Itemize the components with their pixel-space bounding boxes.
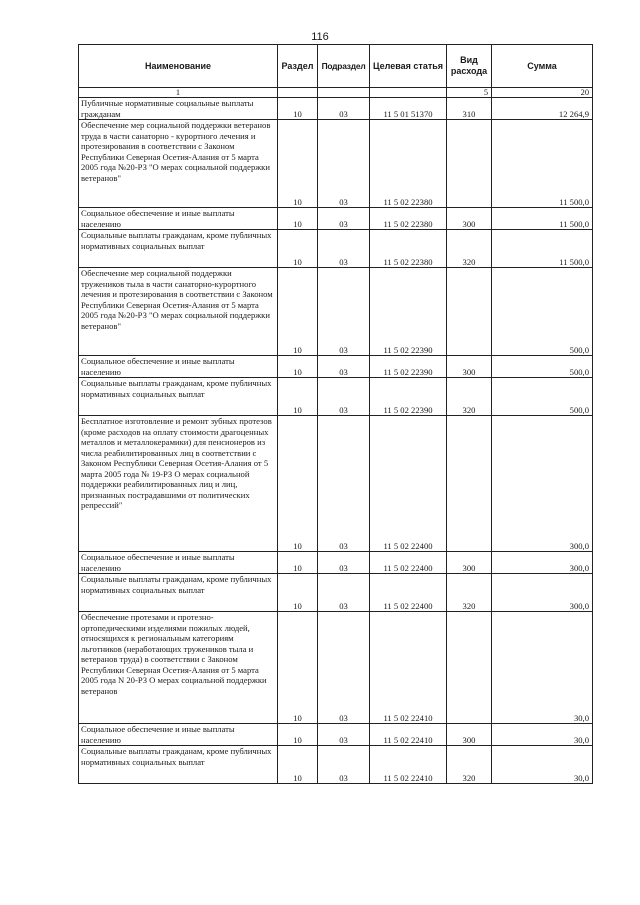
cell-subsection: 03 — [318, 416, 370, 552]
cell-name: Социальные выплаты гражданам, кроме публичных нормативных социальных выплат — [79, 574, 278, 612]
cell-amount: 30,0 — [492, 724, 593, 746]
cell-amount: 500,0 — [492, 268, 593, 356]
cell-subsection: 03 — [318, 724, 370, 746]
table-row — [79, 230, 593, 268]
cell-name: Социальное обеспечение и иные выплаты населению — [79, 724, 278, 746]
header-section: Раздел — [278, 45, 318, 88]
cell-amount: 300,0 — [492, 416, 593, 552]
cell-section: 10 — [278, 268, 318, 356]
cell-subsection: 03 — [318, 356, 370, 378]
cell-section: 10 — [278, 574, 318, 612]
table-row — [79, 552, 593, 574]
cell-subsection: 03 — [318, 574, 370, 612]
table-row — [79, 208, 593, 230]
cell-target: 11 5 02 22390 — [370, 268, 447, 356]
cell-target: 11 5 02 22410 — [370, 724, 447, 746]
column-number-1: 1 — [79, 88, 278, 98]
cell-name: Социальное обеспечение и иные выплаты населению — [79, 356, 278, 378]
cell-amount: 11 500,0 — [492, 208, 593, 230]
table-row — [79, 98, 593, 120]
cell-amount: 30,0 — [492, 746, 593, 784]
column-number-4 — [370, 88, 447, 98]
cell-amount: 12 264,9 — [492, 98, 593, 120]
header-target: Целевая статья — [370, 45, 447, 88]
cell-expense-type — [447, 120, 492, 208]
table-row — [79, 574, 593, 612]
page-number: 116 — [311, 31, 329, 43]
cell-section: 10 — [278, 120, 318, 208]
cell-section: 10 — [278, 98, 318, 120]
cell-target: 11 5 02 22380 — [370, 230, 447, 268]
table-row — [79, 724, 593, 746]
cell-name: Обеспечение мер социальной поддержки ветеранов труда в части санаторно - курортного лечения и протезирования в соответствии с Законом Республики Северная Осетия-Алания от 5 марта 2005 года №20-РЗ "О мерах социальной поддержки ветеранов" — [79, 120, 278, 208]
cell-amount: 500,0 — [492, 356, 593, 378]
cell-section: 10 — [278, 612, 318, 724]
cell-subsection: 03 — [318, 746, 370, 784]
cell-subsection: 03 — [318, 230, 370, 268]
table-row — [79, 120, 593, 208]
column-number-5: 5 — [447, 88, 492, 98]
cell-expense-type: 300 — [447, 552, 492, 574]
cell-expense-type: 300 — [447, 208, 492, 230]
cell-target: 11 5 02 22400 — [370, 552, 447, 574]
cell-section: 10 — [278, 230, 318, 268]
cell-target: 11 5 02 22390 — [370, 378, 447, 416]
header-subsection: Подраздел — [318, 45, 370, 88]
cell-subsection: 03 — [318, 552, 370, 574]
cell-section: 10 — [278, 724, 318, 746]
cell-section: 10 — [278, 356, 318, 378]
column-number-2 — [278, 88, 318, 98]
cell-target: 11 5 02 22410 — [370, 612, 447, 724]
budget-table — [78, 44, 593, 784]
cell-name: Обеспечение мер социальной поддержки тружеников тыла в части санаторно-курортного лечения и протезирования в соответствии с Законом Республики Северная Осетия-Алания от 5 марта 2005 года №20-РЗ "О мерах социальной поддержки ветеранов" — [79, 268, 278, 356]
cell-name: Обеспечение протезами и протезно-ортопедическими изделиями пожилых людей, относящихся к региональным категориям льготников (неработающих тружеников тыла и ветеранов труда) в соответствии с Законом Республики Северная Осетия-Алания от 5 марта 2005 года N 20-РЗ О мерах социальной поддержки ветеранов — [79, 612, 278, 724]
column-number-6: 20 — [492, 88, 593, 98]
cell-expense-type: 320 — [447, 574, 492, 612]
header-name: Наименование — [79, 45, 278, 88]
cell-target: 11 5 02 22380 — [370, 208, 447, 230]
header-row — [79, 45, 593, 88]
table-row — [79, 612, 593, 724]
cell-amount: 30,0 — [492, 612, 593, 724]
cell-expense-type: 300 — [447, 724, 492, 746]
cell-subsection: 03 — [318, 98, 370, 120]
table-row — [79, 268, 593, 356]
cell-subsection: 03 — [318, 378, 370, 416]
cell-name: Публичные нормативные социальные выплаты гражданам — [79, 98, 278, 120]
cell-expense-type: 300 — [447, 356, 492, 378]
table-row — [79, 356, 593, 378]
cell-expense-type — [447, 268, 492, 356]
cell-section: 10 — [278, 552, 318, 574]
cell-target: 11 5 02 22400 — [370, 416, 447, 552]
table-row — [79, 746, 593, 784]
cell-target: 11 5 02 22400 — [370, 574, 447, 612]
cell-amount: 500,0 — [492, 378, 593, 416]
table-row — [79, 416, 593, 552]
header-expense-type: Вид расхода — [447, 45, 492, 88]
cell-subsection: 03 — [318, 268, 370, 356]
cell-target: 11 5 02 22410 — [370, 746, 447, 784]
cell-amount: 300,0 — [492, 574, 593, 612]
cell-expense-type — [447, 416, 492, 552]
cell-target: 11 5 02 22390 — [370, 356, 447, 378]
cell-section: 10 — [278, 378, 318, 416]
cell-name: Бесплатное изготовление и ремонт зубных протезов (кроме расходов на оплату стоимости драгоценных металлов и металлокерамики) для пенсионеров из числа реабилитированных лиц в соответствии с Законом Республики Северная Осетия-Алания от 5 марта 2005 года № 19-РЗ О мерах социальной поддержки реабилитированных лиц и лиц, признанных пострадавшими от политических репрессий" — [79, 416, 278, 552]
column-number-row — [79, 88, 593, 98]
cell-amount: 11 500,0 — [492, 230, 593, 268]
cell-expense-type: 320 — [447, 230, 492, 268]
cell-name: Социальные выплаты гражданам, кроме публичных нормативных социальных выплат — [79, 746, 278, 784]
cell-name: Социальное обеспечение и иные выплаты населению — [79, 552, 278, 574]
cell-section: 10 — [278, 416, 318, 552]
cell-name: Социальные выплаты гражданам, кроме публичных нормативных социальных выплат — [79, 378, 278, 416]
cell-expense-type: 320 — [447, 378, 492, 416]
cell-subsection: 03 — [318, 208, 370, 230]
cell-amount: 11 500,0 — [492, 120, 593, 208]
cell-expense-type: 310 — [447, 98, 492, 120]
cell-section: 10 — [278, 746, 318, 784]
column-number-3 — [318, 88, 370, 98]
cell-expense-type — [447, 612, 492, 724]
header-amount: Сумма — [492, 45, 593, 88]
table-body — [79, 98, 593, 784]
cell-name: Социальное обеспечение и иные выплаты населению — [79, 208, 278, 230]
cell-target: 11 5 01 51370 — [370, 98, 447, 120]
cell-target: 11 5 02 22380 — [370, 120, 447, 208]
cell-expense-type: 320 — [447, 746, 492, 784]
cell-name: Социальные выплаты гражданам, кроме публичных нормативных социальных выплат — [79, 230, 278, 268]
cell-subsection: 03 — [318, 120, 370, 208]
table-row — [79, 378, 593, 416]
cell-section: 10 — [278, 208, 318, 230]
cell-subsection: 03 — [318, 612, 370, 724]
cell-amount: 300,0 — [492, 552, 593, 574]
